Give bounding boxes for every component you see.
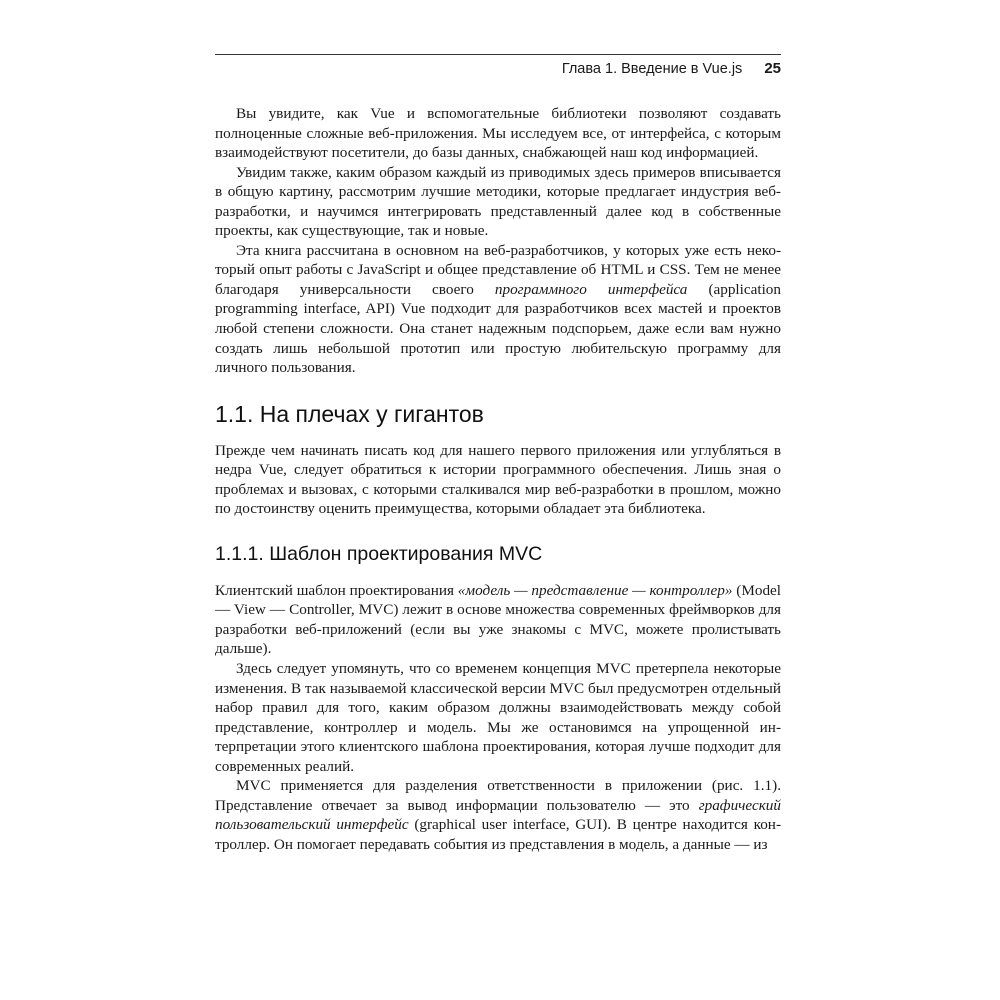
page-body xyxy=(215,104,781,855)
mvc-paragraph-1-text-a: Клиентский шаблон проектирования xyxy=(215,581,458,599)
mvc-paragraph-3-text-b: (graphical user interface, GUI). В центре находится контроллер. Он помогает передавать события из представления в модель, а данные — из xyxy=(215,816,781,853)
intro-paragraph-1: Вы увидите, как Vue и вспомогательные библиотеки позволяют создавать полноценные сложные веб-приложения. Мы исследуем все, от интерфейса, с которым взаимодействуют посетители, до базы данных, снабжающей наш код информацией. xyxy=(215,105,781,162)
mvc-paragraph-2: Здесь следует упомянуть, что со временем концепция MVC претерпела некоторые изменения. В так называемой классической версии MVC был предусмотрен отдельный набор правил для того, каким образом должны взаимодействовать между собой представление, контроллер и модель. Мы же остановимся на упрощенной интерпретации этого клиентского шаблона проектирования, которая лучше подходит для современных реалий. xyxy=(215,660,781,775)
mvc-paragraph-1 xyxy=(215,581,781,659)
term-gui: графический пользовательский интерфейс xyxy=(215,796,781,834)
intro-paragraph-3-text-b: (application programming interface, API) Vue подходит для разработчиков всех мастей и проектов любой степени сложности. Она станет надежным подспорьем, даже если вам нужно создать лишь небольшой прототип или простую любительскую программу для личного пользования. xyxy=(215,280,781,377)
mvc-paragraph-3 xyxy=(215,776,781,854)
intro-paragraph-3-text-a: Эта книга рассчитана в основном на веб-разработчиков, у которых уже есть некоторый опыт работы с JavaScript и общее представление об HTML и CSS. Тем не менее благодаря универсальности своего xyxy=(215,241,781,298)
term-mvc: «модель — представление — контроллер» xyxy=(457,581,733,599)
running-head-chapter: Глава 1. Введение в Vue.js xyxy=(561,61,743,77)
section-heading-1-1: 1.1. На плечах у гигантов xyxy=(215,400,484,427)
header-rule xyxy=(215,54,781,55)
intro-paragraph-2: Увидим также, каким образом каждый из приводимых здесь примеров вписывается в общую картину, рассмотрим лучшие методики, которые предлагает индустрия веб-разработки, и научимся интегрировать представленный далее код в собственные проекты, как существующие, так и новые. xyxy=(215,163,781,240)
section-1-1-paragraph-1: Прежде чем начинать писать код для нашего первого приложения или углубляться в недра Vue, следует обратиться к истории программного обеспечения. Лишь зная о проблемах и вызовах, с которыми сталкивался мир веб-разработки в прошлом, можно по достоинству оценить преимущества, которыми обладает эта библиотека. xyxy=(215,441,781,518)
running-head xyxy=(562,59,781,79)
page-number: 25 xyxy=(764,60,781,77)
section-heading-1-1-1: 1.1.1. Шаблон проектирования MVC xyxy=(215,542,543,565)
book-page xyxy=(215,0,781,1000)
intro-paragraph-3 xyxy=(215,241,781,378)
mvc-paragraph-3-text-a: MVC применяется для разделения ответственности в приложении (рис. 1.1). Представление отвечает за вывод информации пользователю — это xyxy=(215,777,781,814)
term-api: программного интерфейса xyxy=(494,280,688,298)
mvc-paragraph-1-text-b: (Model — View — Controller, MVC) лежит в основе множества современных фреймворков для разработки веб-приложений (если вы уже знакомы с MVC, можете пролистывать дальше). xyxy=(215,581,782,658)
